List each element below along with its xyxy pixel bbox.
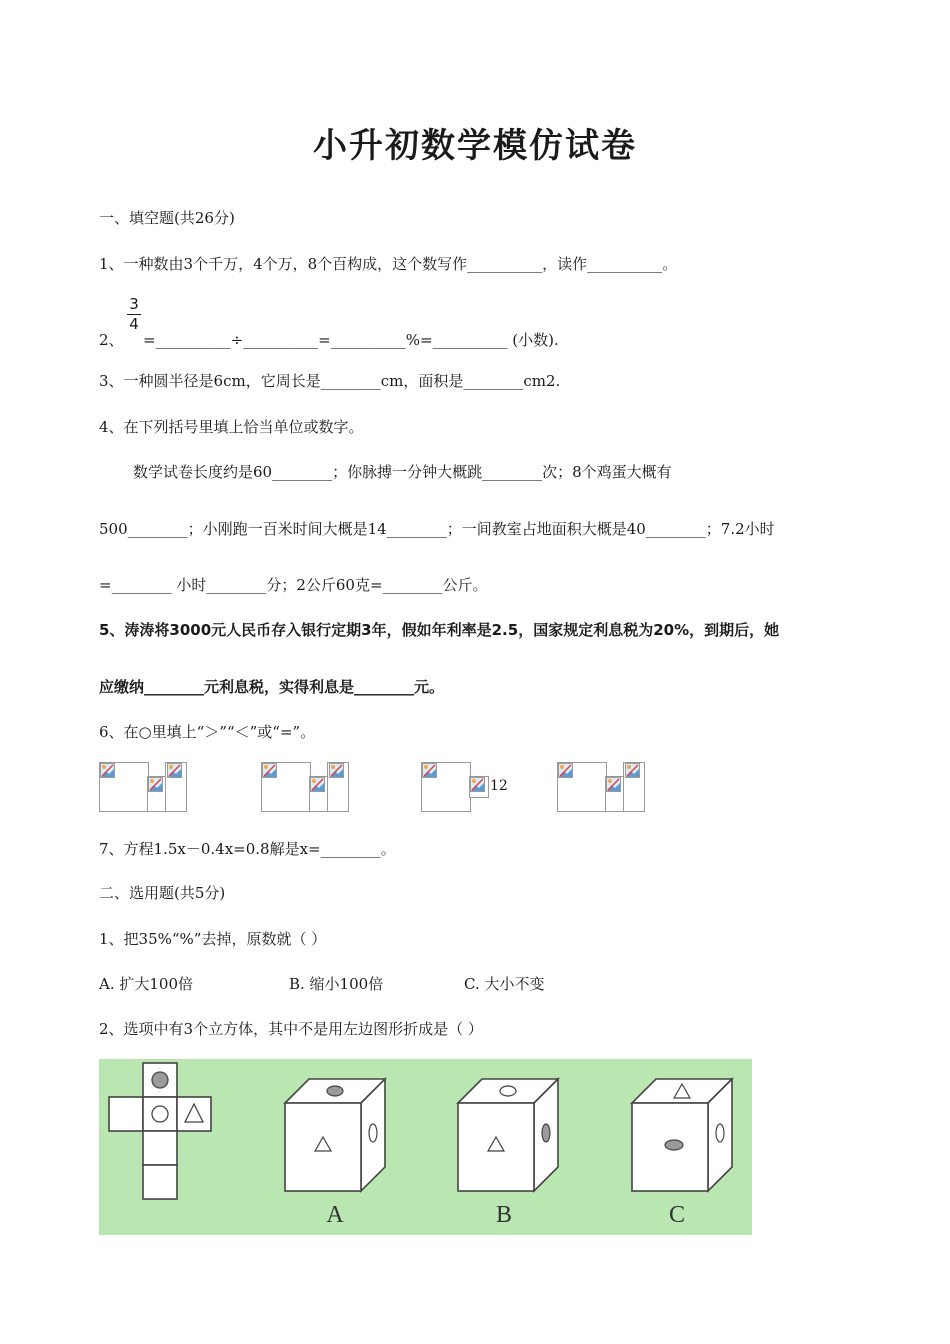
broken-image-icon [310,777,325,792]
cube-c-side-ellipse [716,1124,724,1142]
question-2-prefix: 2、 [99,331,124,349]
broken-image-icon [262,763,277,778]
cube-c-front-ellipse [665,1140,683,1150]
broken-image-icon [606,777,621,792]
cube-a-top-ellipse [327,1086,343,1096]
broken-image-icon [100,763,115,778]
question-1: 1、一种数由3个千万，4个万，8个百构成，这个数写作__________，读作__________。 [99,255,678,273]
page-title: 小升初数学模仿试卷 [313,126,637,166]
question-4-line-1: 数学试卷长度约是60________；你脉搏一分钟大概跳________次；8个鸡蛋大概有 [133,463,672,481]
section1-heading: 一、填空题(共26分) [99,209,235,227]
net-face-bottom [143,1165,177,1199]
question-5-line-1: 5、涛涛将3000元人民币存入银行定期3年，假如年利率是2.5，国家规定利息税为20%，到期后，她 [99,621,780,639]
mc1-option-b: B. 缩小100倍 [289,975,384,993]
cube-label-c: C [668,1202,686,1228]
question-3: 3、一种圆半径是6cm，它周长是________cm，面积是________cm2. [99,372,561,390]
cube-a-side-ellipse [369,1124,377,1142]
broken-image-icon [558,763,573,778]
section2-heading: 二、选用题(共5分) [99,884,226,902]
fraction-denominator: 4 [129,315,139,333]
net-face-left [109,1097,143,1131]
broken-image-icon [470,777,485,792]
fraction-three-quarters [127,296,141,333]
cube-b-top-ellipse [500,1086,516,1096]
cube-net-figure [99,1059,752,1235]
question-7: 7、方程1.5x－0.4x=0.8解是x=________。 [99,840,396,858]
mc-question-1: 1、把35%“%”去掉，原数就（ ） [99,930,327,948]
cube-label-b: B [495,1202,513,1228]
broken-image-icon [329,763,344,778]
mc1-option-c: C. 大小不变 [464,975,545,993]
broken-image-icon [422,763,437,778]
question-6-stem: 6、在○里填上“＞”“＜”或“=”。 [99,723,316,741]
mc-question-2: 2、选项中有3个立方体，其中不是用左边图形折成是（ ） [99,1020,483,1038]
broken-image-icon [148,777,163,792]
broken-image-icon [625,763,640,778]
question-4-line-3: =________ 小时________分；2公斤60克=________公斤。 [99,576,488,594]
broken-image-icon [167,763,182,778]
question-4-stem: 4、在下列括号里填上恰当单位或数字。 [99,418,364,436]
net-filled-circle [152,1072,168,1088]
net-circle [152,1106,168,1122]
question-4-line-2: 500________；小刚跑一百米时间大概是14________；一间教室占地面积大概是40________；7.2小时 [99,520,775,538]
cube-b-side-ellipse [542,1124,550,1142]
question-2-text: =__________÷__________=__________%=__________ (小数). [143,331,559,349]
cube-figure-drawing [99,1059,752,1235]
cube-label-a: A [326,1202,344,1228]
fraction-numerator: 3 [129,295,139,313]
question-5-line-2: 应缴纳________元利息税，实得利息是________元。 [99,678,445,696]
mc1-option-a: A. 扩大100倍 [99,975,193,993]
compare-value: 12 [490,778,508,794]
net-face-lower [143,1131,177,1165]
